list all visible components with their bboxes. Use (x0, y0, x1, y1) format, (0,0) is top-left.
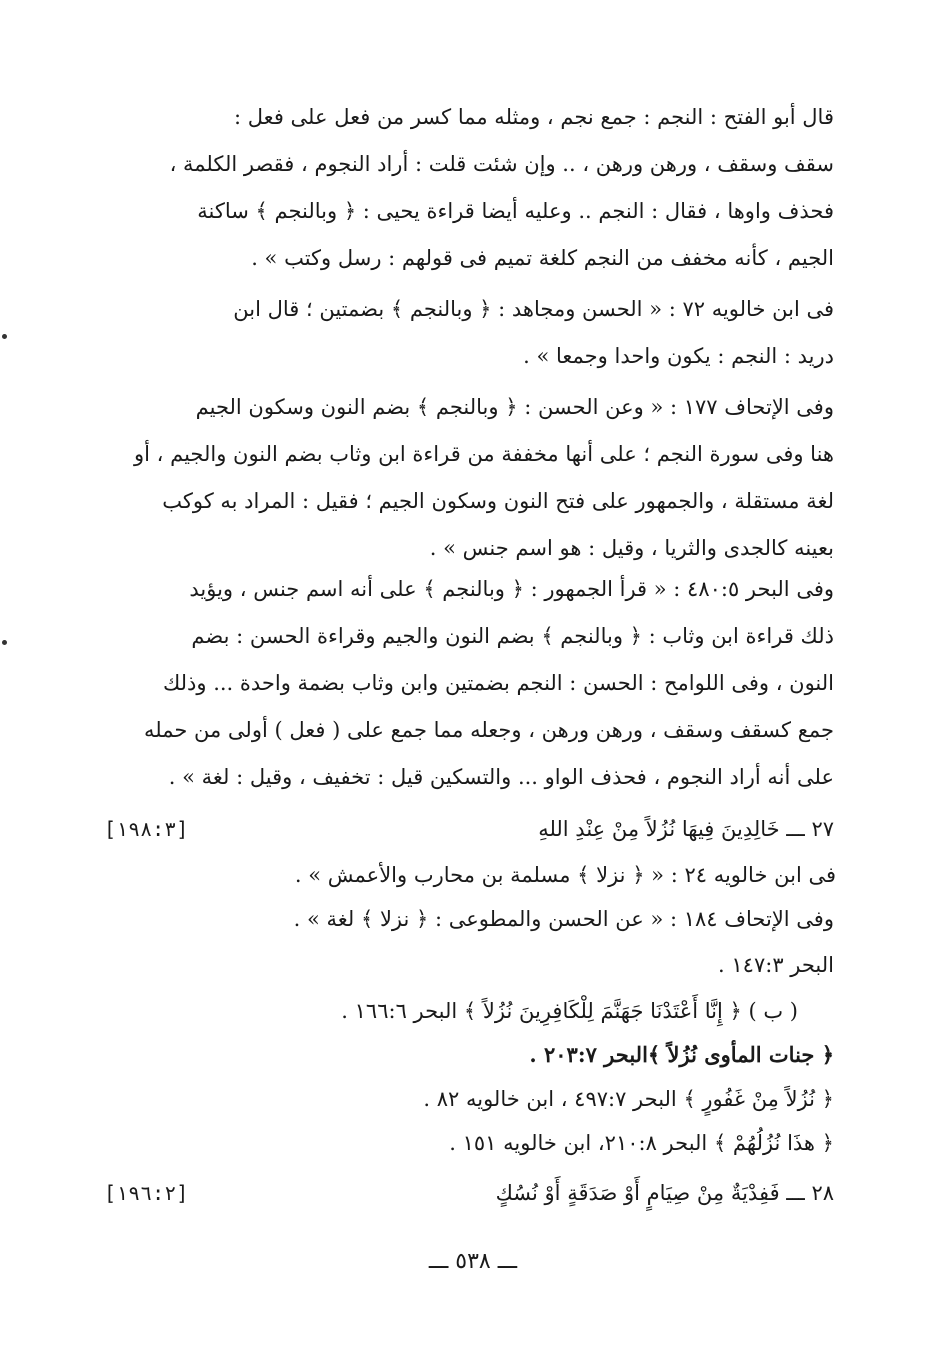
text-line: على أنه أراد النجوم ، فحذف الواو ... والتسكين قيل : تخفيف ، وقيل : لغة » . (168, 765, 834, 789)
paragraph-4 (104, 566, 834, 801)
text-line: وفى الإتحاف ١٧٧ : « وعن الحسن : ﴿ وبالنجم ﴾ بضم النون وسكون الجيم (195, 395, 834, 419)
text-line: قال أبو الفتح : النجم : جمع نجم ، ومثله مما كسر من فعل على فعل : (234, 105, 834, 129)
entry-27-sub-line: ( ب ) ﴿ إِنَّا أَعْتَدْنَا جَهَنَّمَ لِلْكَافِرِينَ نُزُلاً ﴾ البحر ١٦٦:٦ . (341, 999, 798, 1023)
text-line: الجيم ، كأنه مخفف من النجم كلغة تميم فى قولهم : رسل وكتب » . (251, 246, 834, 270)
verse-reference: [١٩٦:٢] (104, 1181, 189, 1205)
text-line: سقف وسقف ، ورهن ورهن ، .. وإن شئت قلت : أراد النجوم ، فقصر الكلمة ، (169, 152, 834, 176)
entry-27-sub-line: ﴿ نُزُلاً مِنْ غَفُورٍ ﴾ البحر ٤٩٧:٧ ، ابن خالويه ٨٢ . (423, 1087, 834, 1111)
paragraph-1 (104, 94, 834, 282)
text-line: ذلك قراءة ابن وثاب : ﴿ وبالنجم ﴾ بضم النون والجيم وقراءة الحسن : بضم (191, 624, 834, 648)
margin-mark (2, 640, 7, 645)
entry-28-heading (104, 1170, 834, 1216)
entry-27-line: البحر ١٤٧:٣ . (718, 953, 834, 977)
text-line: دريد : النجم : يكون واحدا وجمعا » . (523, 344, 834, 368)
text-line: فى ابن خالويه ٧٢ : « الحسن ومجاهد : ﴿ وبالنجم ﴾ بضمتين ؛ قال ابن (233, 297, 834, 321)
entry-27-sub-line: ﴿ هذَا نُزُلُهُمْ ﴾ البحر ٢١٠:٨، ابن خالويه ١٥١ . (449, 1131, 834, 1155)
verse-text: ٢٧ ـــ خَالِدِينَ فِيهَا نُزُلاً مِنْ عِنْدِ اللهِ (538, 817, 834, 841)
paragraph-3 (104, 384, 834, 572)
entry-27-line: فى ابن خالويه ٢٤ : « ﴿ نزلا ﴾ مسلمة بن محارب والأعمش » . (294, 863, 836, 887)
paragraph-2 (104, 286, 834, 380)
verse-text: ٢٨ ـــ فَفِدْيَةٌ مِنْ صِيَامٍ أَوْ صَدَقَةٍ أَوْ نُسُكٍ (495, 1181, 834, 1205)
text-line: النون ، وفى اللوامح : الحسن : النجم بضمتين وابن وثاب بضمة واحدة ... وذلك (162, 671, 834, 695)
text-line: وفى البحر ٤٨٠:٥ : « قرأ الجمهور : ﴿ وبالنجم ﴾ على أنه اسم جنس ، ويؤيد (189, 577, 834, 601)
margin-mark (2, 334, 7, 339)
entry-27-line: وفى الإتحاف ١٨٤ : « عن الحسن والمطوعى : ﴿ نزلا ﴾ لغة » . (293, 907, 834, 931)
text-line: هنا وفى سورة النجم ؛ على أنها مخففة من قراءة ابن وثاب بضم النون والجيم ، أو (134, 442, 834, 466)
page-number: ـــ ٥٣٨ ـــ (428, 1249, 518, 1274)
text-line: جمع كسقف وسقف ، ورهن ورهن ، وجعله مما جمع على ( فعل ) أولى من حمله (144, 718, 834, 742)
text-line: فحذف واوها ، فقال : النجم .. وعليه أيضا قراءة يحيى : ﴿ وبالنجم ﴾ ساكنة (197, 199, 834, 223)
text-line: بعينه كالجدى والثريا ، وقيل : هو اسم جنس » . (429, 536, 834, 560)
verse-reference: [١٩٨:٣] (104, 817, 189, 841)
entry-27-heading (104, 806, 834, 852)
text-line: لغة مستقلة ، والجمهور على فتح النون وسكون الجيم ؛ فقيل : المراد به كوكب (162, 489, 834, 513)
entry-27-sub-line: ﴿ جنات المأوى نُزُلاً ﴾البحر ٢٠٣:٧ . (529, 1042, 834, 1067)
